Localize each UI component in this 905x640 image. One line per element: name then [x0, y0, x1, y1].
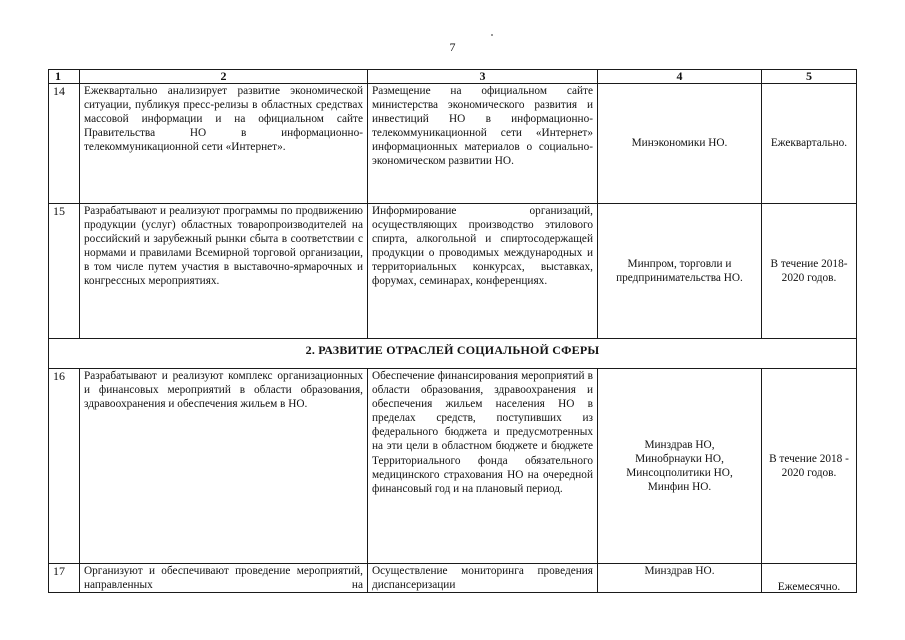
table-row	[49, 369, 856, 564]
responsible-line: Минобрнауки НО,	[635, 452, 724, 465]
deadline-cell	[762, 564, 856, 593]
row-number: 17	[49, 564, 80, 593]
row-number: 14	[49, 84, 80, 203]
measure-cell: Информирование организаций, осуществляющих производство этилового спирта, алкогольной и спиртосодержащей продукции о проводимых международных и территориальных конкурсах, выставках, форумах, семинарах, конференциях.	[368, 204, 598, 338]
action-cell: Ежеквартально анализирует развитие экономической ситуации, публикуя пресс-релизы в областных средствах массовой информации и на официальном сайте Правительства НО в информационно-телекоммуникационной сети «Интернет».	[80, 84, 368, 203]
table-row	[49, 84, 856, 204]
row-number: 15	[49, 204, 80, 338]
table-header-row	[49, 70, 856, 84]
responsible-text: Минэкономики НО.	[631, 137, 728, 150]
action-cell: Разрабатывают и реализуют программы по продвижению продукции (услуг) областных товаропроизводителей на российский и зарубежный рынки сбыта в соответствии с нормами и правилами Всемирной торговой организации, в том числе путем участия в выставочно-ярмарочных и конгрессных мероприятиях.	[80, 204, 368, 338]
header-col-3: 3	[368, 70, 598, 83]
responsible-cell: Минздрав НО.	[598, 564, 762, 593]
responsible-cell	[598, 84, 762, 203]
action-cell: Организуют и обеспечивают проведение мероприятий, направленных на	[80, 564, 368, 593]
measure-cell: Обеспечение финансирования мероприятий в области образования, здравоохранения и обеспечения жильем населения НО в пределах средств, поступивших из федерального бюджета и предусмотренных на эти цели в областном бюджете и бюджете Территориального фонда обязательного медицинского страхования НО на очередной финансовый год и на плановый период.	[368, 369, 598, 563]
deadline-cell	[762, 369, 856, 563]
deadline-text: Ежеквартально.	[770, 137, 848, 150]
action-cell: Разрабатывают и реализуют комплекс организационных и финансовых мероприятий в области образования, здравоохранения и обеспечения жильем в НО.	[80, 369, 368, 563]
responsible-list	[626, 438, 733, 494]
header-col-5: 5	[806, 70, 812, 83]
deadline-cell	[762, 204, 856, 338]
section-heading-row	[49, 339, 856, 369]
responsible-cell	[598, 369, 762, 563]
header-col-2: 2	[80, 70, 368, 83]
responsible-line: Минсоцполитики НО,	[626, 467, 733, 479]
responsible-line: Минздрав НО,	[644, 438, 715, 451]
measures-table	[48, 69, 857, 593]
responsible-cell	[598, 204, 762, 338]
deadline-cell	[762, 84, 856, 203]
section-title: 2. РАЗВИТИЕ ОТРАСЛЕЙ СОЦИАЛЬНОЙ СФЕРЫ	[305, 343, 600, 357]
row-number: 16	[49, 369, 80, 563]
deadline-text: В течение 2018- 2020 годов.	[770, 257, 848, 284]
scan-speck	[491, 34, 493, 36]
measure-cell: Осуществление мониторинга проведения диспансеризации	[368, 564, 598, 593]
table-row	[49, 564, 856, 593]
page-number: 7	[449, 40, 456, 54]
deadline-text: Ежемесячно.	[777, 580, 841, 593]
responsible-text: Минпром, торговли и предпринимательства НО.	[616, 257, 743, 284]
deadline-text: В течение 2018 - 2020 годов.	[769, 452, 849, 479]
responsible-line: Минфин НО.	[647, 481, 712, 494]
measure-cell: Размещение на официальном сайте министерства экономического развития и инвестиций НО в информационно-телекоммуникационной сети «Интернет» информационных материалов о социально-экономическом развитии НО.	[368, 84, 598, 203]
table-row	[49, 204, 856, 339]
header-col-1: 1	[49, 70, 80, 83]
header-col-4: 4	[598, 70, 762, 83]
